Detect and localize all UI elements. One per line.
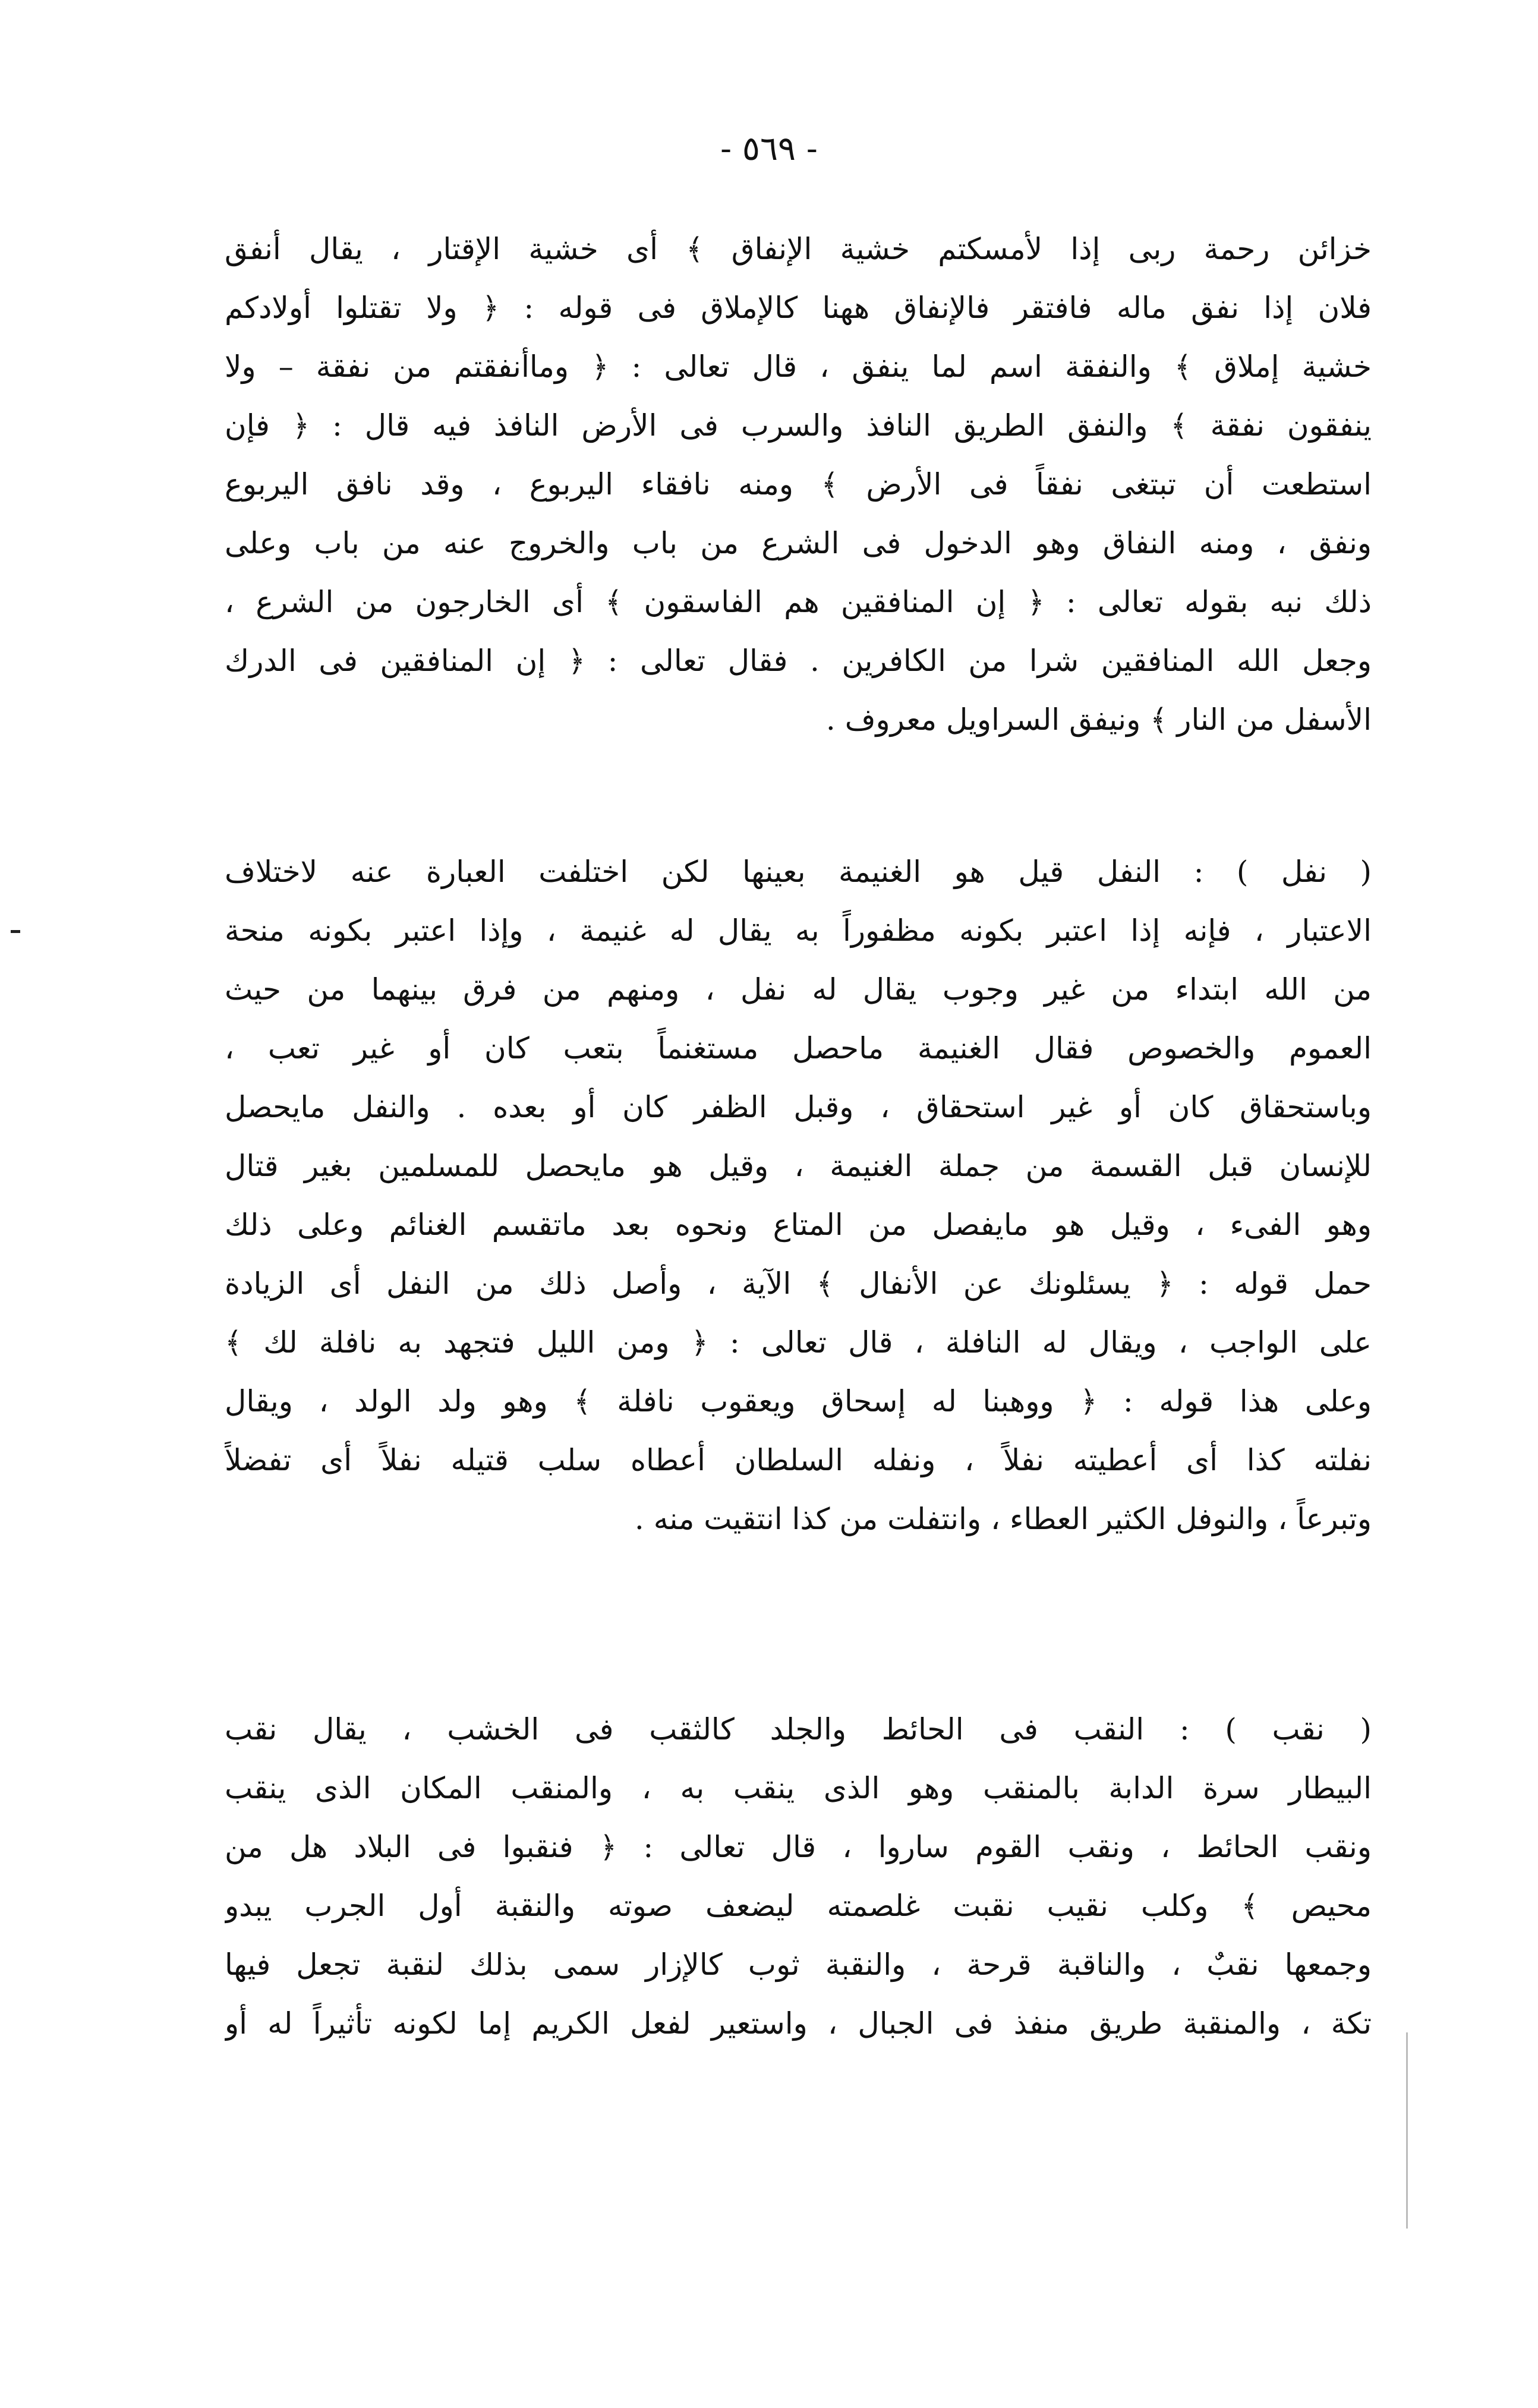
- text-line: خزائن رحمة ربى إذا لأمسكتم خشية الإنفاق ﴾ أى خشية الإقتار ، يقال أنفق: [225, 232, 1372, 266]
- paragraph-naqb: [225, 1700, 1372, 2053]
- text-line: على الواجب ، ويقال له النافلة ، قال تعالى : ﴿ ومن الليل فتجهد به نافلة لك ﴾: [225, 1325, 1372, 1360]
- text-line: وهو الفىء ، وقيل هو مايفصل من المتاع ونحوه بعد ماتقسم الغنائم وعلى ذلك: [225, 1208, 1372, 1242]
- text-line: تكة ، والمنقبة طريق منفذ فى الجبال ، واستعير لفعل الكريم إما لكونه تأثيراً له أو: [225, 2006, 1372, 2041]
- text-line: وباستحقاق كان أو غير استحقاق ، وقبل الظفر كان أو بعده . والنفل مايحصل: [225, 1090, 1372, 1124]
- text-line: فلان إذا نفق ماله فافتقر فالإنفاق ههنا كالإملاق فى قوله : ﴿ ولا تقتلوا أولادكم: [225, 291, 1372, 325]
- paragraph-nafaq: [225, 220, 1372, 749]
- text-line: وجمعها نقبٌ ، والناقبة قرحة ، والنقبة ثوب كالإزار سمى بذلك لنقبة تجعل فيها: [225, 1947, 1372, 1982]
- text-line: الأسفل من النار ﴾ ونيفق السراويل معروف .: [825, 702, 1372, 737]
- text-line: ونفق ، ومنه النفاق وهو الدخول فى الشرع من باب والخروج عنه من باب وعلى: [225, 526, 1372, 560]
- text-line: ( نقب ) : النقب فى الحائط والجلد كالثقب فى الخشب ، يقال نقب: [225, 1712, 1372, 1747]
- text-line: وجعل الله المنافقين شرا من الكافرين . فقال تعالى : ﴿ إن المنافقين فى الدرك: [225, 644, 1372, 678]
- text-line: خشية إملاق ﴾ والنفقة اسم لما ينفق ، قال تعالى : ﴿ وماأنفقتم من نفقة – ولا: [225, 349, 1372, 384]
- text-line: البيطار سرة الدابة بالمنقب وهو الذى ينقب به ، والمنقب المكان الذى ينقب: [225, 1771, 1372, 1805]
- text-line: محيص ﴾ وكلب نقيب نقبت غلصمته ليضعف صوته والنقبة أول الجرب يبدو: [225, 1889, 1372, 1923]
- text-line: العموم والخصوص فقال الغنيمة ماحصل مستغنماً بتعب كان أو غير تعب ،: [225, 1031, 1372, 1066]
- text-line: ونقب الحائط ، ونقب القوم ساروا ، قال تعالى : ﴿ فنقبوا فى البلاد هل من: [225, 1830, 1372, 1864]
- margin-vertical-mark: [1406, 2032, 1408, 2229]
- text-line: حمل قوله : ﴿ يسئلونك عن الأنفال ﴾ الآية ، وأصل ذلك من النفل أى الزيادة: [225, 1266, 1372, 1301]
- text-line: الاعتبار ، فإنه إذا اعتبر بكونه مظفوراً به يقال له غنيمة ، وإذا اعتبر بكونه منحة: [225, 913, 1372, 948]
- margin-dash-mark: [11, 930, 20, 933]
- page-number: - ٥٦٩ -: [720, 130, 818, 168]
- text-line: نفلته كذا أى أعطيته نفلاً ، ونفله السلطان أعطاه سلب قتيله نفلاً أى تفضلاً: [225, 1443, 1372, 1477]
- text-line: ذلك نبه بقوله تعالى : ﴿ إن المنافقين هم الفاسقون ﴾ أى الخارجون من الشرع ،: [225, 585, 1372, 619]
- paragraph-nafl: [225, 843, 1372, 1549]
- text-line: وعلى هذا قوله : ﴿ ووهبنا له إسحاق ويعقوب نافلة ﴾ وهو ولد الولد ، ويقال: [225, 1384, 1372, 1419]
- text-line: ( نفل ) : النفل قيل هو الغنيمة بعينها لكن اختلفت العبارة عنه لاختلاف: [225, 855, 1372, 889]
- text-line: للإنسان قبل القسمة من جملة الغنيمة ، وقيل هو مايحصل للمسلمين بغير قتال: [225, 1149, 1372, 1183]
- text-line: استطعت أن تبتغى نفقاً فى الأرض ﴾ ومنه نافقاء اليربوع ، وقد نافق اليربوع: [225, 467, 1372, 502]
- text-line: ينفقون نفقة ﴾ والنفق الطريق النافذ والسرب فى الأرض النافذ فيه قال : ﴿ فإن: [225, 408, 1372, 443]
- text-line: وتبرعاً ، والنوفل الكثير العطاء ، وانتفلت من كذا انتقيت منه .: [634, 1502, 1372, 1536]
- text-line: من الله ابتداء من غير وجوب يقال له نفل ، ومنهم من فرق بينهما من حيث: [225, 972, 1372, 1007]
